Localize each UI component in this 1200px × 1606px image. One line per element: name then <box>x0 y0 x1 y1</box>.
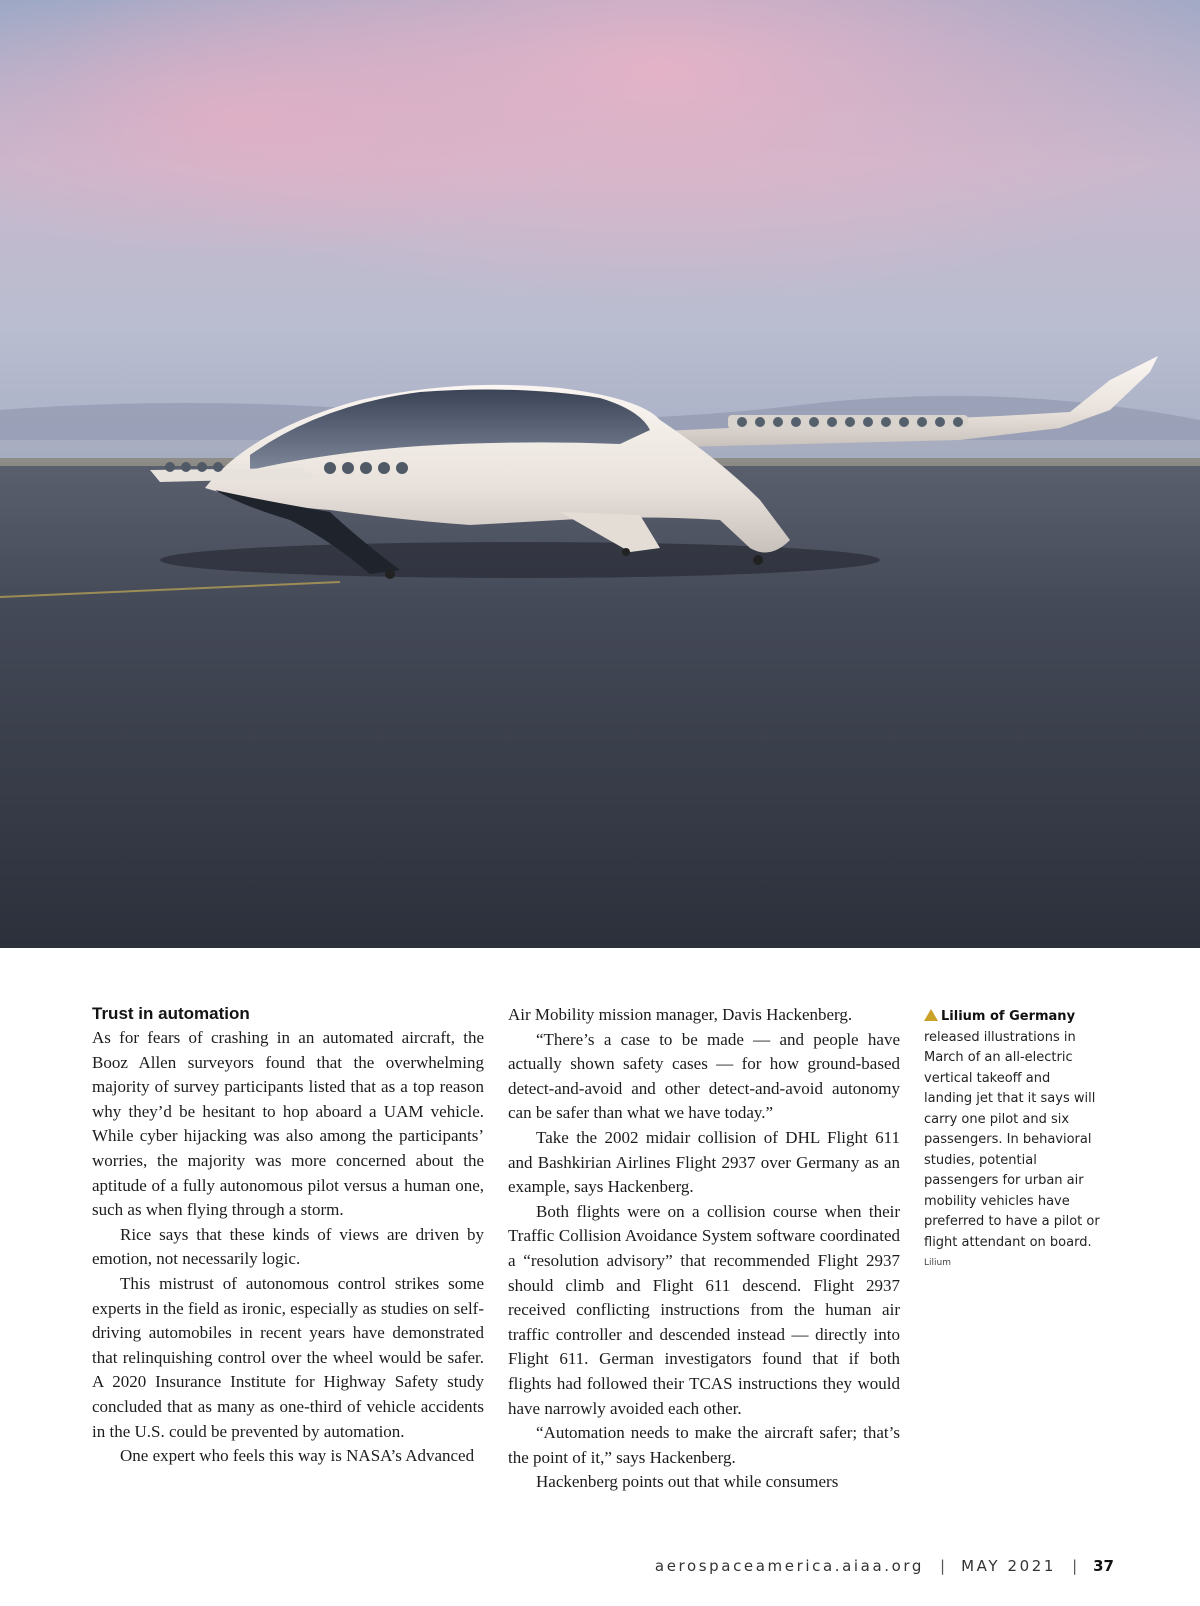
photo-caption <box>924 1007 1100 1271</box>
footer-site: aerospaceamerica.aiaa.org <box>654 1557 925 1575</box>
paragraph: Both flights were on a collision course when their Traffic Collision Avoidance System software coordinated a “resolution advisory” that recommended Flight 2937 should climb and Flight 611 descend. Flight 2937 received conflicting instructions from the human air traffic controller and descended instead — directly into Flight 611. German investigators found that if both flights had followed their TCAS instructions they would have narrowly avoided each other. <box>508 1201 900 1418</box>
paragraph: Hackenberg points out that while consumers <box>536 1472 839 1492</box>
section-heading: Trust in automation <box>92 1004 250 1023</box>
paragraph: One expert who feels this way is NASA’s Advanced <box>120 1446 475 1466</box>
paragraph: This mistrust of autonomous control strikes some experts in the field as ironic, especially as studies on self-driving automobiles in recent years have demonstrated that relinquishing control over the wheel would be safer. A 2020 Insurance Institute for Highway Safety study concluded that as many as one-third of vehicle accidents in the U.S. could be prevented by automation. <box>92 1273 484 1441</box>
footer-divider: | <box>940 1557 946 1575</box>
page-number: 37 <box>1093 1557 1114 1575</box>
article-column-1 <box>92 1003 484 1469</box>
footer-issue: MAY 2021 <box>961 1557 1057 1575</box>
caption-body: released illustrations in March of an all-electric vertical takeoff and landing jet that it says will carry one pilot and six passengers. In behavioral studies, potential passengers for urban air mobility vehicles have preferred to have a pilot or flight attendant on board. <box>924 1029 1100 1250</box>
paragraph: “There’s a case to be made — and people have actually shown safety cases — for how ground-based detect-and-avoid and other detect-and-avoid autonomy can be safer than what we have today.” <box>508 1029 900 1123</box>
paragraph: Rice says that these kinds of views are driven by emotion, not necessarily logic. <box>92 1224 484 1269</box>
footer-divider: | <box>1072 1557 1078 1575</box>
triangle-up-icon <box>924 1009 938 1021</box>
photo-credit: Lilium <box>924 1258 951 1268</box>
caption-lead: Lilium of Germany <box>941 1009 1076 1024</box>
paragraph: As for fears of crashing in an automated aircraft, the Booz Allen surveyors found that the overwhelming majority of survey participants listed that as a top reason why they’d be hesitant to hop aboard a UAM vehicle. While cyber hijacking was also among the participants’ worries, the majority was more concerned about the aptitude of a fully autonomous pilot versus a human one, such as when flying through a storm. <box>92 1028 484 1220</box>
paragraph: Air Mobility mission manager, Davis Hackenberg. <box>508 1005 853 1024</box>
article-column-2 <box>508 1003 900 1495</box>
page-footer <box>655 1557 1114 1575</box>
paragraph: “Automation needs to make the aircraft safer; that’s the point of it,” says Hackenberg. <box>508 1423 900 1467</box>
paragraph: Take the 2002 midair collision of DHL Flight 611 and Bashkirian Airlines Flight 2937 over Germany as an example, says Hackenberg. <box>508 1127 900 1197</box>
